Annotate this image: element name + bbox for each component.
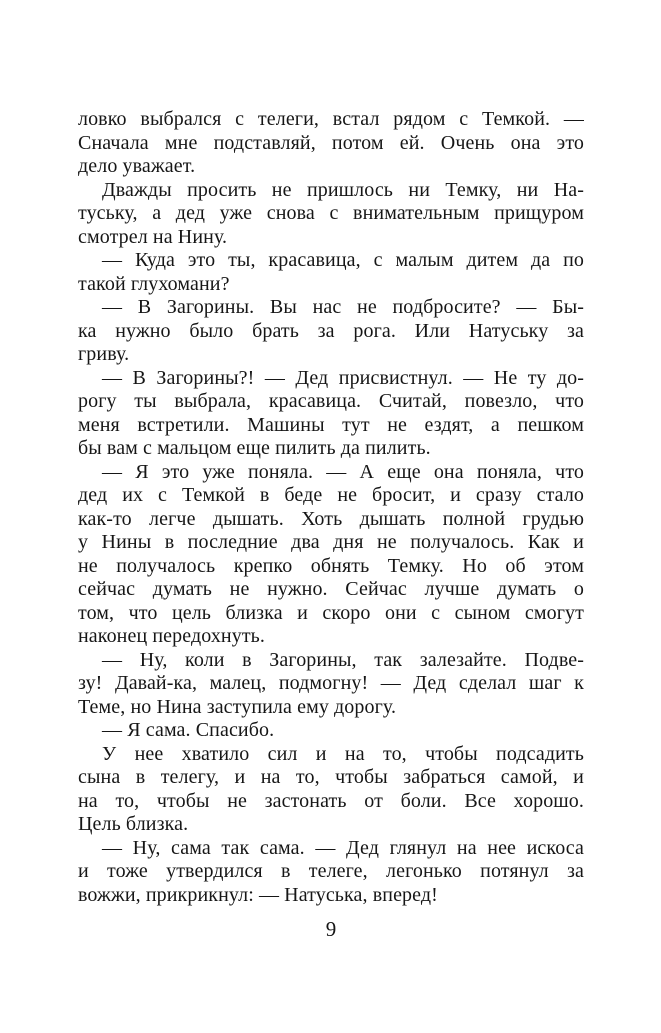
- paragraph: [78, 461, 584, 649]
- text-line: смотрел на Нину.: [78, 225, 228, 248]
- text-line: Дважды просить не пришлось ни Темку, ни На-: [102, 178, 584, 201]
- paragraph: [78, 179, 584, 250]
- paragraph: [78, 367, 584, 461]
- text-line: — Ну, сама так сама. — Дед глянул на нее искоса: [102, 836, 584, 859]
- text-line: наконец передохнуть.: [78, 625, 265, 647]
- text-line: сына в телегу, и на то, чтобы забраться самой, и: [78, 766, 584, 788]
- text-line: рогу ты выбрала, красавица. Считай, повезло, что: [78, 390, 584, 412]
- text-line: гриву.: [78, 343, 130, 365]
- text-line: ка нужно было брать за рога. Или Натуську за: [78, 319, 584, 342]
- text-line: Теме, но Нина заступила ему дорогу.: [78, 695, 397, 718]
- text-line: у Нины в последние два дня не получалось. Как и: [78, 531, 584, 553]
- text-line: У нее хватило сил и на то, чтобы подсадить: [102, 742, 584, 765]
- text-line: — Я это уже поняла. — А еще она поняла, что: [102, 460, 584, 483]
- text-line: Сначала мне подставляй, потом ей. Очень она это: [78, 131, 584, 154]
- text-line: как-то легче дышать. Хоть дышать полной грудью: [78, 507, 584, 530]
- text-line: и тоже утвердился в телеге, легонько потянул за: [78, 860, 584, 882]
- text-line: вожжи, прикрикнул: — Натуська, вперед!: [78, 883, 438, 906]
- text-line: зу! Давай-ка, малец, подмогну! — Дед сделал шаг к: [78, 672, 584, 694]
- text-line: том, что цель близка и скоро они с сыном смогут: [78, 601, 584, 624]
- text-line: туську, а дед уже снова с внимательным прищуром: [78, 202, 584, 224]
- text-line: на то, чтобы не застонать от боли. Все хорошо.: [78, 789, 584, 812]
- text-line: дело уважает.: [78, 155, 196, 177]
- paragraph: [78, 719, 584, 743]
- text-line: Цель близка.: [78, 813, 189, 835]
- text-line: сейчас думать не нужно. Сейчас лучше думать о: [78, 578, 584, 600]
- text-line: такой глухомани?: [78, 272, 230, 295]
- text-line: бы вам с мальцом еще пилить да пилить.: [78, 437, 431, 459]
- paragraph: [78, 249, 584, 296]
- paragraph: [78, 743, 584, 837]
- text-line: — В Загорины?! — Дед присвистнул. — Не ту до-: [102, 366, 584, 389]
- text-line: ловко выбрался с телеги, встал рядом с Темкой. —: [78, 108, 584, 130]
- text-line: меня встретили. Машины тут не ездят, а пешком: [78, 413, 584, 436]
- page-text: [78, 108, 584, 907]
- text-line: — Ну, коли в Загорины, так залезайте. Подве-: [102, 648, 584, 671]
- paragraph: [78, 649, 584, 720]
- paragraph: [78, 108, 584, 179]
- page-number: 9: [325, 917, 337, 941]
- text-line: дед их с Темкой в беде не бросит, и сразу стало: [78, 484, 584, 506]
- paragraph: [78, 296, 584, 367]
- text-line: — Куда это ты, красавица, с малым дитем да по: [102, 249, 584, 271]
- text-line: не получалось крепко обнять Темку. Но об этом: [78, 554, 584, 577]
- text-line: — Я сама. Спасибо.: [102, 719, 275, 741]
- paragraph: [78, 837, 584, 908]
- text-line: — В Загорины. Вы нас не подбросите? — Бы-: [102, 296, 584, 318]
